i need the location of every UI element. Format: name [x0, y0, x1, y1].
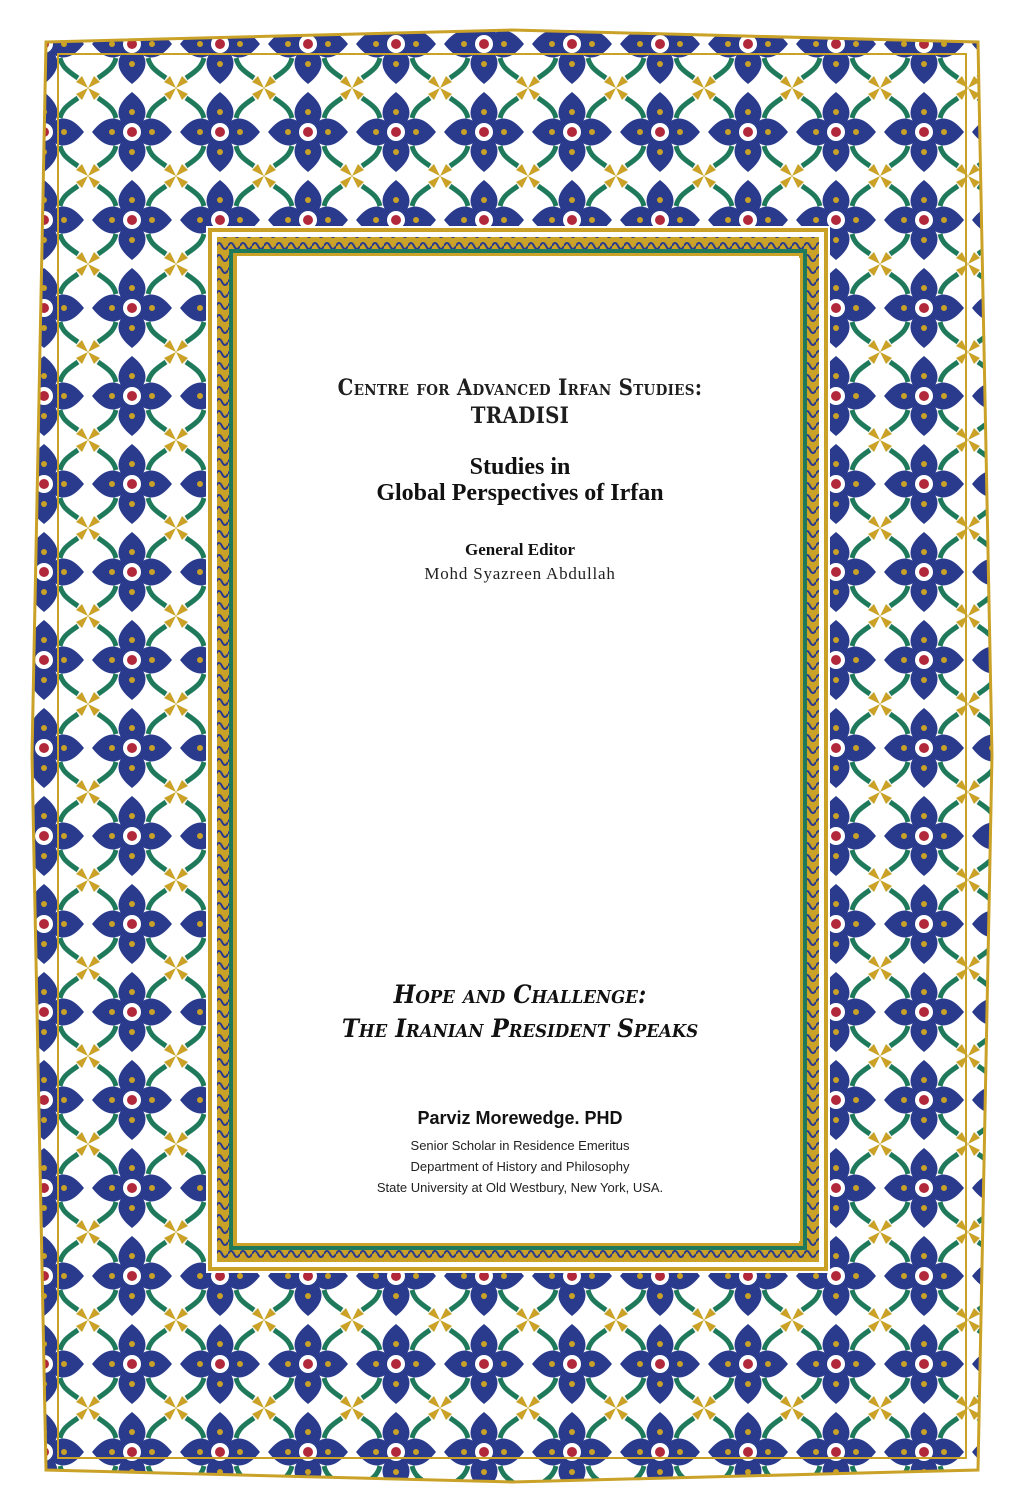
series-title-line1: Studies in — [469, 454, 571, 480]
centre-title-line2: TRADISI — [470, 403, 570, 429]
general-editor-label: General Editor — [464, 540, 575, 559]
centre-title — [268, 374, 772, 430]
centre-title-line1: Centre for Advanced Irfan Studies: — [337, 375, 703, 401]
series-title — [240, 454, 800, 506]
title-page-panel — [240, 258, 800, 1241]
series-title-line2: Global Perspectives of Irfan — [376, 480, 664, 506]
author-name: Parviz Morewedge. PHD — [417, 1108, 623, 1128]
author-affiliation-line1: Senior Scholar in Residence Emeritus — [410, 1138, 630, 1153]
author-affiliation-line3: State University at Old Westbury, New York, USA. — [376, 1180, 664, 1195]
general-editor-name: Mohd Syazreen Abdullah — [424, 564, 616, 583]
book-title-line2: The Iranian President Speaks — [341, 1014, 699, 1043]
book-title — [262, 978, 777, 1046]
author-affiliation-line2: Department of History and Philosophy — [410, 1159, 630, 1174]
book-title-line1: Hope and Challenge: — [393, 980, 647, 1009]
